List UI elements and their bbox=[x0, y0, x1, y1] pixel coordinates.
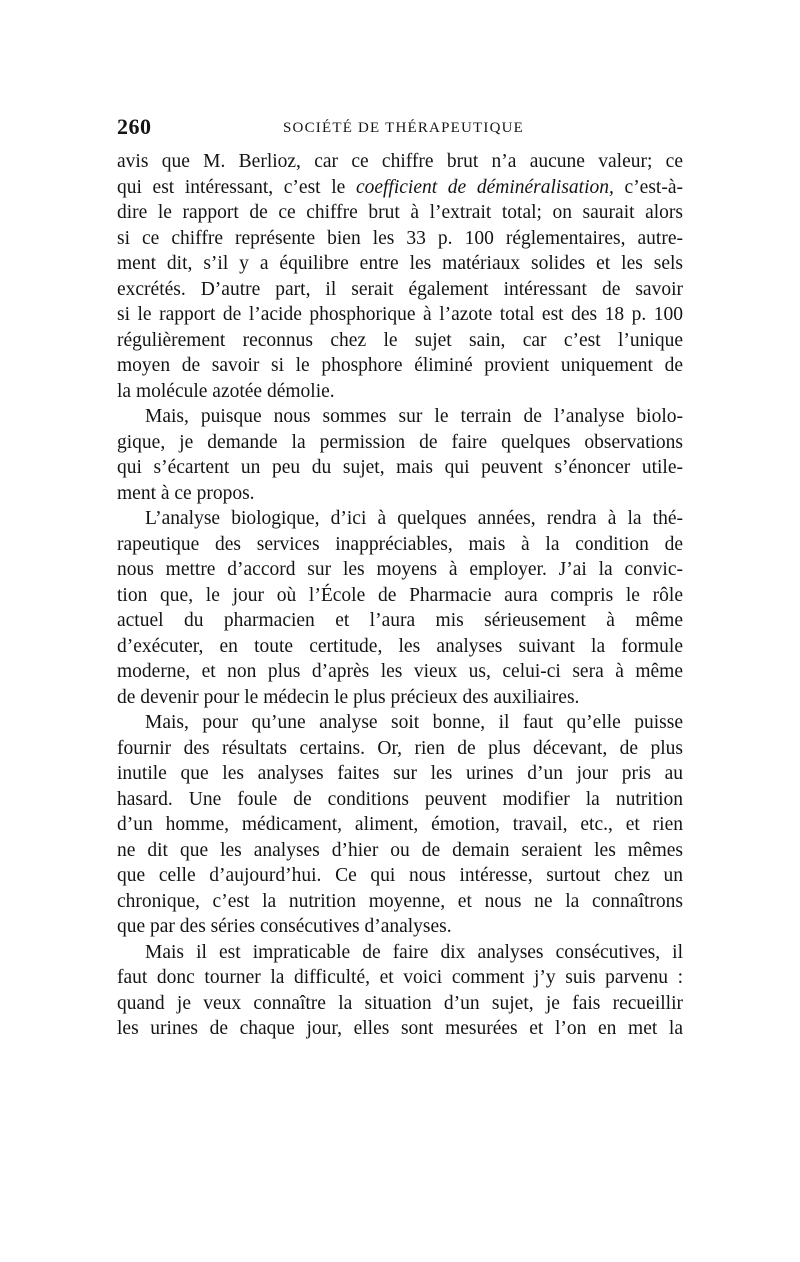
text-line: Mais il est impraticable de faire dix analyses consécutives, il bbox=[145, 941, 683, 963]
text-line: quand je veux connaître la situation d’un sujet, je fais recueillir bbox=[117, 992, 683, 1014]
text-line: actuel du pharmacien et l’aura mis sérieusement à même bbox=[117, 610, 683, 631]
text-line: Mais, pour qu’une analyse soit bonne, il faut qu’elle puisse bbox=[145, 712, 683, 733]
text-line: d’exécuter, en toute certitude, les analyses suivant la formule bbox=[117, 635, 683, 657]
text-line: inutile que les analyses faites sur les urines d’un jour pris au bbox=[117, 763, 683, 784]
text-line: chronique, c’est la nutrition moyenne, et nous ne la connaîtrons bbox=[117, 890, 683, 912]
text-line: avis que M. Berlioz, car ce chiffre brut n’a aucune valeur; ce bbox=[117, 151, 683, 172]
text-line: excrétés. D’autre part, il serait également intéressant de savoir bbox=[117, 278, 683, 300]
running-title: SOCIÉTÉ DE THÉRAPEUTIQUE bbox=[283, 120, 525, 136]
text-line: ment à ce propos. bbox=[117, 482, 255, 504]
text-line: qui s’écartent un peu du sujet, mais qui peuvent s’énoncer utile- bbox=[117, 457, 683, 478]
text-segment: qui est intéressant, c’est le bbox=[117, 176, 356, 198]
text-line: la molécule azotée démolie. bbox=[117, 380, 335, 402]
text-line: hasard. Une foule de conditions peuvent modifier la nutrition bbox=[117, 788, 683, 810]
text-line: ment dit, s’il y a équilibre entre les matériaux solides et les sels bbox=[117, 253, 683, 274]
text-line: si ce chiffre représente bien les 33 p. 100 réglementaires, autre- bbox=[117, 227, 683, 249]
running-head bbox=[117, 114, 683, 144]
text-line: Mais, puisque nous sommes sur le terrain de l’analyse biolo- bbox=[145, 406, 683, 427]
text-line: que par des séries consécutives d’analyses. bbox=[117, 916, 452, 937]
text-segment: c’est-à- bbox=[613, 176, 683, 198]
body-text bbox=[117, 149, 683, 1042]
text-line: moyen de savoir si le phosphore éliminé provient uniquement de bbox=[117, 355, 683, 376]
text-line: ne dit que les analyses d’hier ou de demain seraient les mêmes bbox=[117, 839, 683, 861]
text-line: rapeutique des services inappréciables, mais à la condition de bbox=[117, 533, 683, 555]
text-line: tion que, le jour où l’École de Pharmacie aura compris le rôle bbox=[117, 584, 683, 606]
italic-term: coefficient de déminéralisation, bbox=[355, 176, 614, 198]
text-line: fournir des résultats certains. Or, rien de plus décevant, de plus bbox=[117, 737, 683, 759]
text-line: faut donc tourner la difficulté, et voici comment j’y suis parvenu : bbox=[117, 967, 683, 988]
text-line: que celle d’aujourd’hui. Ce qui nous intéresse, surtout chez un bbox=[117, 865, 683, 886]
text-line: moderne, et non plus d’après les vieux us, celui-ci sera à même bbox=[117, 661, 683, 682]
text-line: les urines de chaque jour, elles sont mesurées et l’on en met la bbox=[117, 1018, 683, 1039]
text-line: nous mettre d’accord sur les moyens à employer. J’ai la convic- bbox=[117, 559, 683, 580]
text-line: L’analyse biologique, d’ici à quelques années, rendra à la thé- bbox=[145, 508, 683, 529]
text-line: régulièrement reconnus chez le sujet sain, car c’est l’unique bbox=[117, 329, 683, 351]
page-number: 260 bbox=[117, 114, 152, 139]
text-line: d’un homme, médicament, aliment, émotion, travail, etc., et rien bbox=[117, 814, 683, 835]
text-line: de devenir pour le médecin le plus précieux des auxiliaires. bbox=[117, 686, 580, 708]
text-line bbox=[117, 175, 683, 201]
text-line: gique, je demande la permission de faire quelques observations bbox=[117, 431, 683, 453]
text-line: dire le rapport de ce chiffre brut à l’extrait total; on saurait alors bbox=[117, 202, 683, 223]
text-line: si le rapport de l’acide phosphorique à l’azote total est des 18 p. 100 bbox=[117, 304, 683, 325]
